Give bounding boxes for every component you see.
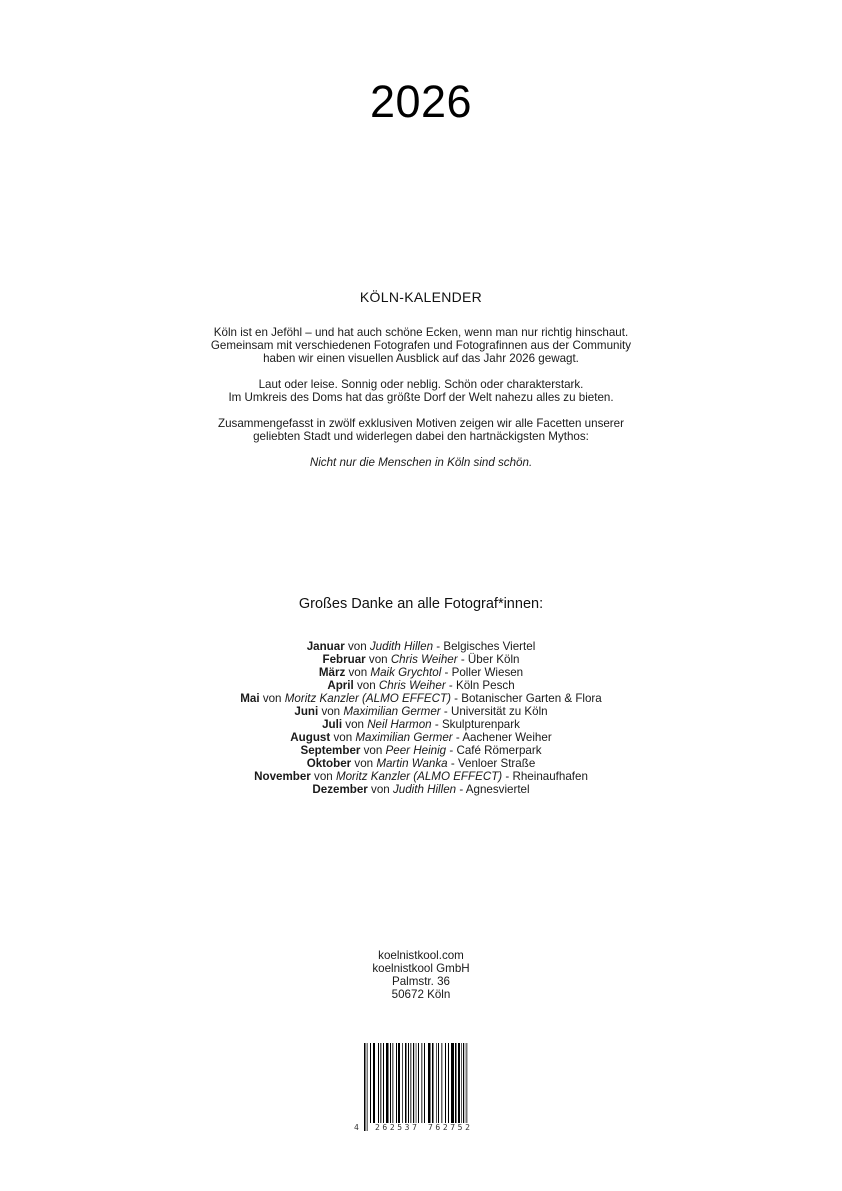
credit-photographer: Neil Harmon [367, 718, 432, 731]
credit-photographer: Maik Grychtol [370, 666, 442, 679]
credit-connector: von [360, 744, 386, 757]
credit-month: Februar [322, 653, 366, 666]
credit-separator: - [457, 653, 468, 666]
credit-location: Universität zu Köln [450, 705, 548, 718]
credit-month: Juni [294, 705, 319, 718]
credit-connector: von [330, 731, 356, 744]
credit-location: Belgisches Viertel [443, 640, 536, 653]
credit-month: August [290, 731, 331, 744]
intro-text [0, 326, 842, 482]
credit-connector: von [259, 692, 285, 705]
credit-month: Mai [240, 692, 260, 705]
credit-month: März [318, 666, 346, 679]
credit-photographer: Maximilian Germer [343, 705, 441, 718]
credit-location: Venloer Straße [457, 757, 536, 770]
credit-separator: - [502, 770, 513, 783]
intro-paragraph [0, 378, 842, 404]
credit-photographer: Chris Weiher [390, 653, 458, 666]
credit-connector: von [365, 653, 391, 666]
credit-photographer: Chris Weiher [378, 679, 446, 692]
credit-photographer: Peer Heinig [385, 744, 447, 757]
credit-month: Juli [322, 718, 343, 731]
credit-month: Januar [306, 640, 345, 653]
intro-line: Gemeinsam mit verschiedenen Fotografen und Fotografinnen aus der Community [210, 339, 632, 352]
intro-line: Im Umkreis des Doms hat das größte Dorf der Welt nahezu alles zu bieten. [228, 391, 614, 404]
credit-separator: - [431, 718, 442, 731]
credit-month: September [300, 744, 361, 757]
credit-row [0, 705, 842, 718]
imprint-street: Palmstr. 36 [392, 975, 450, 988]
credit-photographer: Maximilian Germer [355, 731, 453, 744]
imprint-city: 50672 Köln [391, 988, 451, 1001]
credit-month: Dezember [312, 783, 368, 796]
credit-separator: - [452, 731, 463, 744]
credit-separator: - [445, 679, 456, 692]
credit-connector: von [351, 757, 377, 770]
credit-connector: von [342, 718, 368, 731]
tagline: Nicht nur die Menschen in Köln sind schön. [309, 456, 533, 469]
credit-location: Agnesviertel [465, 783, 530, 796]
intro-line: haben wir einen visuellen Ausblick auf das Jahr 2026 gewagt. [263, 352, 579, 365]
credit-separator: - [446, 744, 457, 757]
imprint-address [0, 949, 842, 1001]
intro-line: Zusammengefasst in zwölf exklusiven Motiven zeigen wir alle Facetten unserer [218, 417, 624, 430]
year-title: 2026 [369, 76, 473, 127]
credit-location: Botanischer Garten & Flora [461, 692, 602, 705]
credit-row [0, 666, 842, 679]
imprint-website: koelnistkool.com [378, 949, 464, 962]
credit-separator: - [440, 705, 451, 718]
ean-barcode [350, 1043, 480, 1138]
credit-separator: - [441, 666, 452, 679]
credit-month: November [254, 770, 311, 783]
credit-connector: von [345, 666, 371, 679]
barcode-lead-digit: 4 [354, 1123, 359, 1132]
credit-photographer: Moritz Kanzler (ALMO EFFECT) [335, 770, 503, 783]
credit-connector: von [310, 770, 336, 783]
credit-row [0, 744, 842, 757]
credit-row [0, 718, 842, 731]
credit-photographer: Moritz Kanzler (ALMO EFFECT) [284, 692, 451, 705]
credit-location: Skulpturenpark [441, 718, 520, 731]
credit-separator: - [450, 692, 462, 705]
credit-location: Poller Wiesen [451, 666, 524, 679]
credit-month: Oktober [306, 757, 352, 770]
credit-month: April [327, 679, 354, 692]
credit-row [0, 653, 842, 666]
credit-location: Über Köln [467, 653, 520, 666]
intro-line: Laut oder leise. Sonnig oder neblig. Schön oder charakterstark. [258, 378, 584, 391]
credit-photographer: Judith Hillen [369, 640, 434, 653]
thanks-heading: Großes Danke an alle Fotograf*innen: [298, 596, 544, 612]
credit-row [0, 770, 842, 783]
imprint-company: koelnistkool GmbH [372, 962, 470, 975]
credit-location: Café Römerpark [456, 744, 542, 757]
credit-connector: von [318, 705, 344, 718]
credit-row [0, 757, 842, 770]
intro-line: Köln ist en Jeföhl – und hat auch schöne Ecken, wenn man nur richtig hinschaut. [213, 326, 629, 339]
barcode-right-group: 762752 [428, 1123, 473, 1132]
credit-row [0, 692, 842, 705]
photographer-credits-list [0, 640, 842, 796]
credit-separator: - [456, 783, 466, 796]
intro-paragraph [0, 417, 842, 443]
credit-row [0, 640, 842, 653]
intro-line: geliebten Stadt und widerlegen dabei den hartnäckigsten Mythos: [253, 430, 589, 443]
calendar-title: KÖLN-KALENDER [359, 289, 483, 305]
credit-connector: von [367, 783, 393, 796]
credit-location: Aachener Weiher [462, 731, 552, 744]
barcode-left-group: 262537 [375, 1123, 420, 1132]
credit-photographer: Judith Hillen [392, 783, 457, 796]
credit-row [0, 731, 842, 744]
credit-connector: von [344, 640, 370, 653]
credit-location: Köln Pesch [456, 679, 515, 692]
credit-separator: - [433, 640, 444, 653]
credit-row [0, 783, 842, 796]
intro-paragraph [0, 326, 842, 365]
credit-photographer: Martin Wanka [376, 757, 448, 770]
barcode-number [350, 1123, 480, 1137]
credit-location: Rheinaufhafen [512, 770, 588, 783]
credit-row [0, 679, 842, 692]
credit-separator: - [447, 757, 458, 770]
credit-connector: von [353, 679, 379, 692]
